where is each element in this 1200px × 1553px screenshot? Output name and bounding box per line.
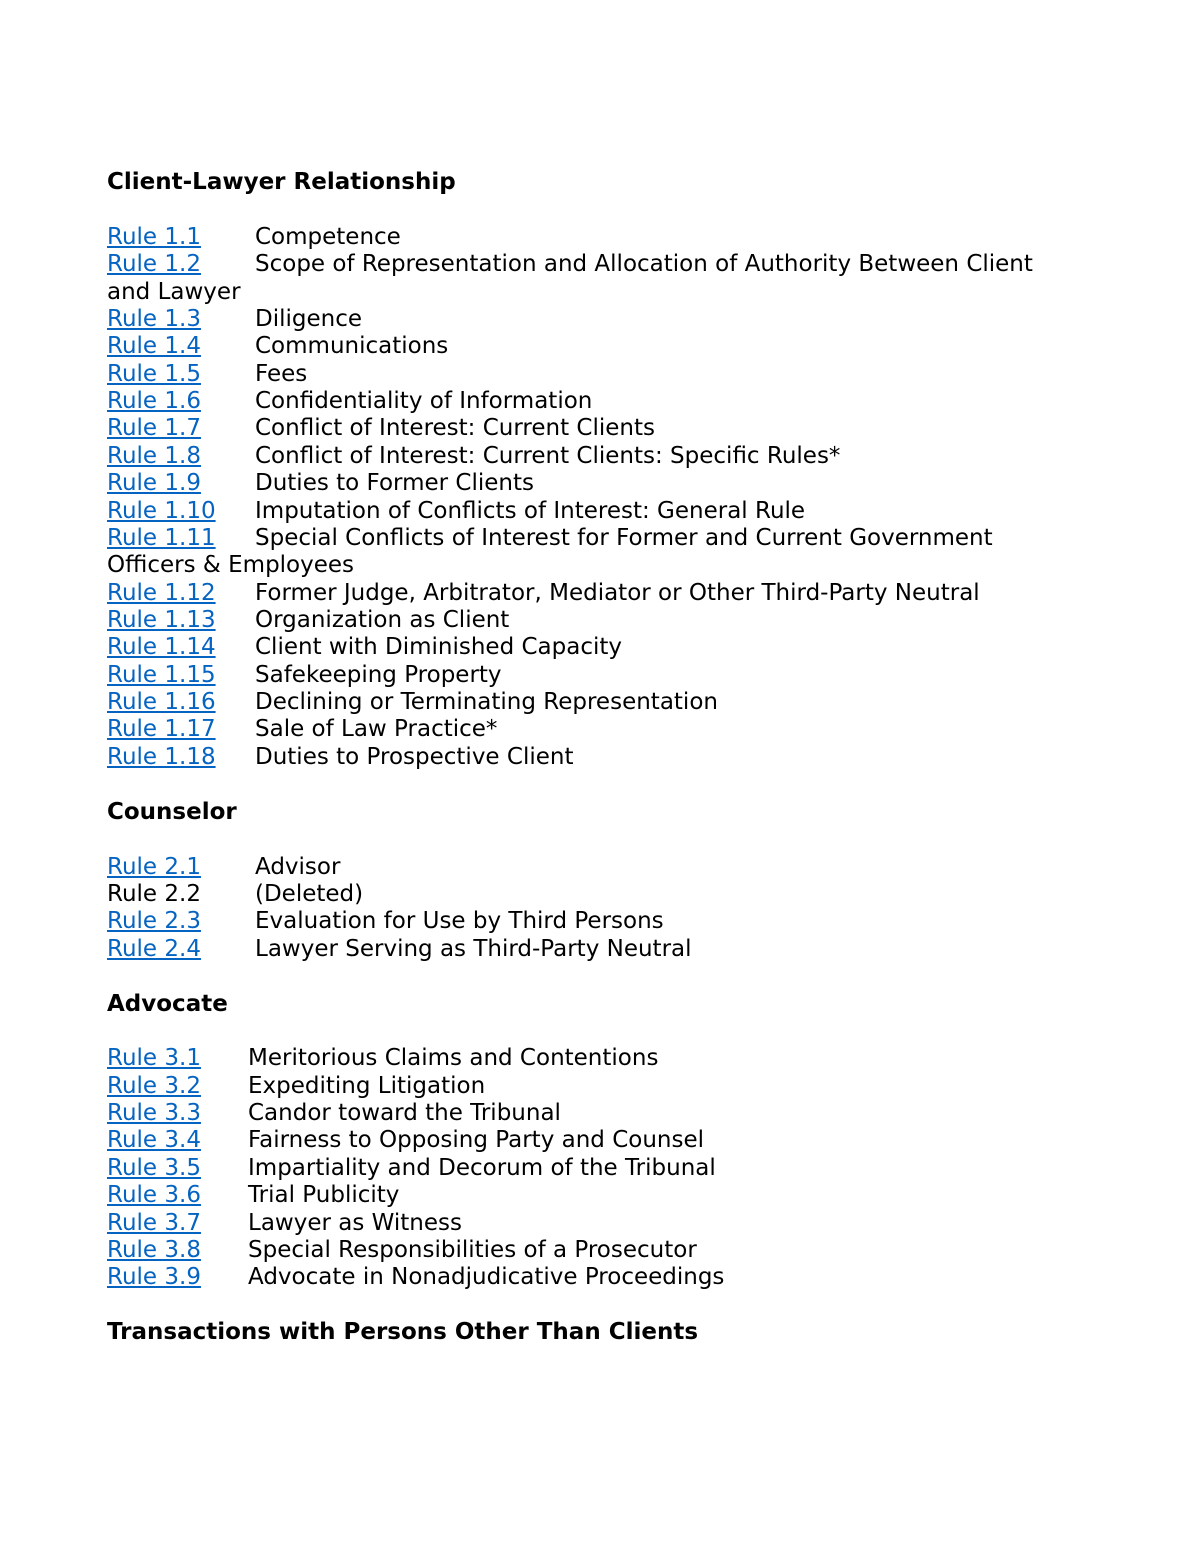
section-heading-advocate: Advocate — [107, 991, 228, 1017]
rule-link-1-11[interactable]: Rule 1.11 — [107, 525, 216, 551]
rule-link-3-9[interactable]: Rule 3.9 — [107, 1264, 201, 1290]
rule-title: Declining or Terminating Representation — [255, 689, 718, 715]
rule-title: Organization as Client — [255, 607, 510, 633]
rule-title: Diligence — [255, 306, 363, 332]
rule-title: Duties to Former Clients — [255, 470, 534, 496]
rule-link-1-10[interactable]: Rule 1.10 — [107, 498, 216, 524]
rule-link-3-5[interactable]: Rule 3.5 — [107, 1155, 201, 1181]
rule-link-1-16[interactable]: Rule 1.16 — [107, 689, 216, 715]
rule-link-1-18[interactable]: Rule 1.18 — [107, 744, 216, 770]
rule-link-3-3[interactable]: Rule 3.3 — [107, 1100, 201, 1126]
rule-title: Competence — [255, 224, 401, 250]
rule-link-2-1[interactable]: Rule 2.1 — [107, 854, 201, 880]
rule-link-1-2[interactable]: Rule 1.2 — [107, 251, 201, 277]
rule-link-1-7[interactable]: Rule 1.7 — [107, 415, 201, 441]
rule-link-3-6[interactable]: Rule 3.6 — [107, 1182, 201, 1208]
rule-title: Trial Publicity — [248, 1182, 400, 1208]
rule-title: Duties to Prospective Client — [255, 744, 574, 770]
rule-link-1-15[interactable]: Rule 1.15 — [107, 662, 216, 688]
rule-number-2-2: Rule 2.2 — [107, 881, 201, 907]
rule-link-1-6[interactable]: Rule 1.6 — [107, 388, 201, 414]
rule-link-3-1[interactable]: Rule 3.1 — [107, 1045, 201, 1071]
rule-title: (Deleted) — [255, 881, 364, 907]
rule-title: Sale of Law Practice* — [255, 716, 498, 742]
rule-title: Lawyer as Witness — [248, 1210, 462, 1236]
rule-link-1-3[interactable]: Rule 1.3 — [107, 306, 201, 332]
rule-title: Conflict of Interest: Current Clients: Specific Rules* — [255, 443, 841, 469]
rule-title: Imputation of Conflicts of Interest: General Rule — [255, 498, 806, 524]
rule-link-1-4[interactable]: Rule 1.4 — [107, 333, 201, 359]
rule-title: Communications — [255, 333, 449, 359]
rule-title: Fairness to Opposing Party and Counsel — [248, 1127, 705, 1153]
rule-link-1-5[interactable]: Rule 1.5 — [107, 361, 201, 387]
rule-title: Impartiality and Decorum of the Tribunal — [248, 1155, 716, 1181]
rule-title: Conflict of Interest: Current Clients — [255, 415, 655, 441]
rule-link-3-7[interactable]: Rule 3.7 — [107, 1210, 201, 1236]
rule-link-3-8[interactable]: Rule 3.8 — [107, 1237, 201, 1263]
rule-title: Confidentiality of Information — [255, 388, 593, 414]
rule-link-3-2[interactable]: Rule 3.2 — [107, 1073, 201, 1099]
rule-link-1-14[interactable]: Rule 1.14 — [107, 634, 216, 660]
section-heading-client-lawyer-relationship: Client-Lawyer Relationship — [107, 169, 456, 195]
section-heading-counselor: Counselor — [107, 799, 237, 825]
rule-link-3-4[interactable]: Rule 3.4 — [107, 1127, 201, 1153]
rule-link-1-9[interactable]: Rule 1.9 — [107, 470, 201, 496]
rule-title: Expediting Litigation — [248, 1073, 486, 1099]
rule-title: Meritorious Claims and Contentions — [248, 1045, 659, 1071]
rule-title-continuation: Officers & Employees — [107, 552, 355, 578]
rule-title: Safekeeping Property — [255, 662, 502, 688]
rule-title: Scope of Representation and Allocation of Authority Between Client — [255, 251, 1033, 277]
rule-title-continuation: and Lawyer — [107, 279, 241, 305]
rule-title: Advocate in Nonadjudicative Proceedings — [248, 1264, 725, 1290]
rule-title: Candor toward the Tribunal — [248, 1100, 561, 1126]
rule-link-1-17[interactable]: Rule 1.17 — [107, 716, 216, 742]
section-heading-transactions: Transactions with Persons Other Than Clients — [107, 1319, 699, 1345]
rule-title: Lawyer Serving as Third-Party Neutral — [255, 936, 692, 962]
rule-title: Fees — [255, 361, 308, 387]
rule-link-2-4[interactable]: Rule 2.4 — [107, 936, 201, 962]
rule-title: Special Responsibilities of a Prosecutor — [248, 1237, 697, 1263]
rule-link-1-1[interactable]: Rule 1.1 — [107, 224, 201, 250]
rule-link-1-12[interactable]: Rule 1.12 — [107, 580, 216, 606]
rule-title: Client with Diminished Capacity — [255, 634, 623, 660]
rule-title: Advisor — [255, 854, 341, 880]
rule-title: Evaluation for Use by Third Persons — [255, 908, 664, 934]
rule-link-1-8[interactable]: Rule 1.8 — [107, 443, 201, 469]
rule-title: Special Conflicts of Interest for Former and Current Government — [255, 525, 993, 551]
rule-title: Former Judge, Arbitrator, Mediator or Other Third-Party Neutral — [255, 580, 980, 606]
rule-link-2-3[interactable]: Rule 2.3 — [107, 908, 201, 934]
rule-link-1-13[interactable]: Rule 1.13 — [107, 607, 216, 633]
